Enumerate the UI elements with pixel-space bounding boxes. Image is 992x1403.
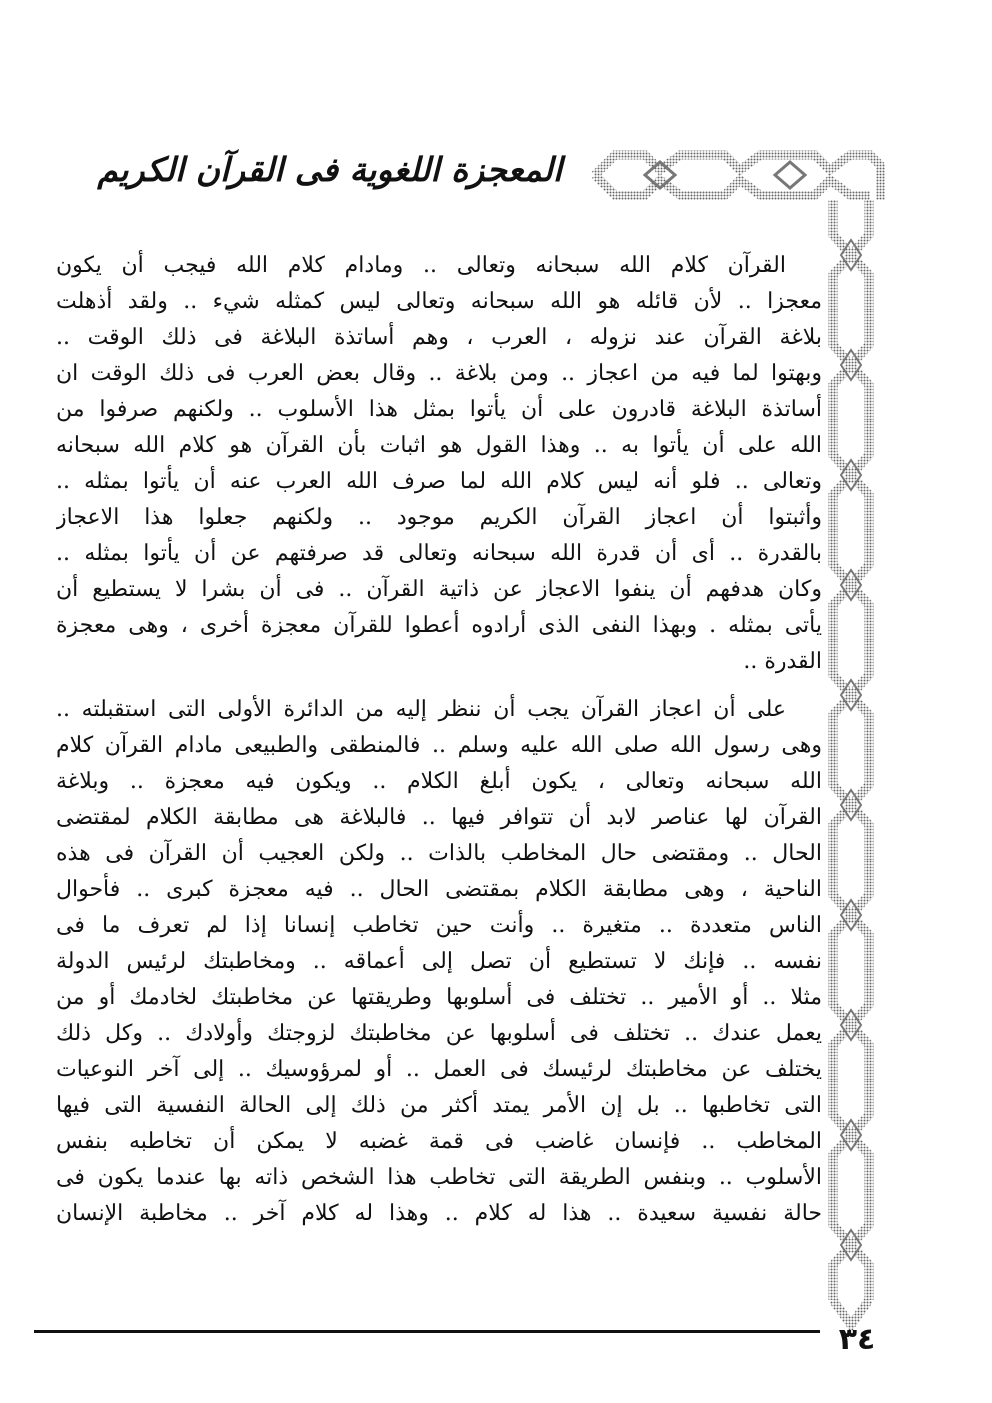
text-line: القرآن كلام الله سبحانه وتعالى .. ومادام كلام الله فيجب أن يكون	[56, 253, 786, 278]
text-line: الله على أن يأتوا به .. وهذا القول هو اثبات بأن القرآن هو كلام الله سبحانه	[56, 433, 822, 458]
text-line: بالقدرة .. أى أن قدرة الله سبحانه وتعالى قد صرفتهم عن أن يأتوا بمثله ..	[56, 541, 822, 566]
text-line: القدرة ..	[743, 649, 822, 674]
text-line: يختلف عن مخاطبتك لرئيسك فى العمل .. أو لمرؤوسيك .. إلى آخر النوعيات	[56, 1057, 822, 1082]
footer-rule	[34, 1330, 820, 1333]
text-line: المخاطب .. فإنسان غاضب فى قمة غضبه لا يمكن أن تخاطبه بنفس	[56, 1129, 822, 1154]
text-line: بلاغة القرآن عند نزوله ، العرب ، وهم أساتذة البلاغة فى ذلك الوقت ..	[56, 325, 822, 350]
text-line: وهى رسول الله صلى الله عليه وسلم .. فالمنطقى والطبيعى مادام القرآن كلام	[56, 733, 822, 758]
text-line: يعمل عندك .. تختلف فى أسلوبها عن مخاطبتك لزوجتك وأولادك .. وكل ذلك	[56, 1021, 822, 1046]
page-number: ٣٤	[838, 1322, 876, 1357]
text-line: نفسه .. فإنك لا تستطيع أن تصل إلى أعماقه .. ومخاطبتك لرئيس الدولة	[56, 949, 822, 974]
text-line: وتعالى .. فلو أنه ليس كلام الله لما صرف الله العرب عنه أن يأتوا بمثله ..	[56, 469, 822, 494]
text-line: الأسلوب .. وبنفس الطريقة التى تخاطب هذا الشخص ذاته بها عندما يكون فى	[56, 1165, 822, 1190]
text-line: وكان هدفهم أن ينفوا الاعجاز عن ذاتية القرآن .. فى أن بشرا لا يستطيع أن	[56, 577, 822, 602]
body-text	[56, 248, 822, 1232]
ornament-side-border	[818, 200, 884, 1340]
text-line: الناحية ، وهى مطابقة الكلام بمقتضى الحال .. فيه معجزة كبرى .. فأحوال	[56, 877, 822, 902]
paragraph-2	[56, 692, 822, 1232]
chapter-title: المعجزة اللغوية فى القرآن الكريم	[97, 150, 562, 189]
text-line: الحال .. ومقتضى حال المخاطب بالذات .. ولكن العجيب أن القرآن فى هذه	[56, 841, 822, 866]
text-line: حالة نفسية سعيدة .. هذا له كلام .. وهذا له كلام آخر .. مخاطبة الإنسان	[56, 1201, 822, 1226]
text-line: أساتذة البلاغة قادرون على أن يأتوا بمثل هذا الأسلوب .. ولكنهم صرفوا من	[56, 397, 822, 422]
text-line: القرآن لها عناصر لابد أن تتوافر فيها .. فالبلاغة هى مطابقة الكلام لمقتضى	[56, 805, 822, 830]
text-line: على أن اعجاز القرآن يجب أن ننظر إليه من الدائرة الأولى التى استقبلته ..	[56, 697, 786, 722]
text-line: مثلا .. أو الأمير .. تختلف فى أسلوبها وطريقتها عن مخاطبتك لخادمك أو من	[56, 985, 822, 1010]
text-line: التى تخاطبها .. بل إن الأمر يمتد أكثر من ذلك إلى الحالة النفسية التى فيها	[56, 1093, 822, 1118]
text-line: وأثبتوا أن اعجاز القرآن الكريم موجود .. ولكنهم جعلوا هذا الاعجاز	[56, 505, 822, 530]
text-line: الله سبحانه وتعالى ، يكون أبلغ الكلام .. ويكون فيه معجزة .. وبلاغة	[56, 769, 822, 794]
text-line: معجزا .. لأن قائله هو الله سبحانه وتعالى ليس كمثله شيء .. ولقد أذهلت	[56, 289, 822, 314]
text-line: يأتى بمثله . وبهذا النفى الذى أرادوه أعطوا للقرآن معجزة أخرى ، وهى معجزة	[56, 613, 822, 638]
text-line: الناس متعددة .. متغيرة .. وأنت حين تخاطب إنسانا إذا لم تعرف ما فى	[56, 913, 822, 938]
text-line: وبهتوا لما فيه من اعجاز .. ومن بلاغة .. وقال بعض العرب فى ذلك الوقت ان	[56, 361, 822, 386]
paragraph-1	[56, 248, 822, 680]
